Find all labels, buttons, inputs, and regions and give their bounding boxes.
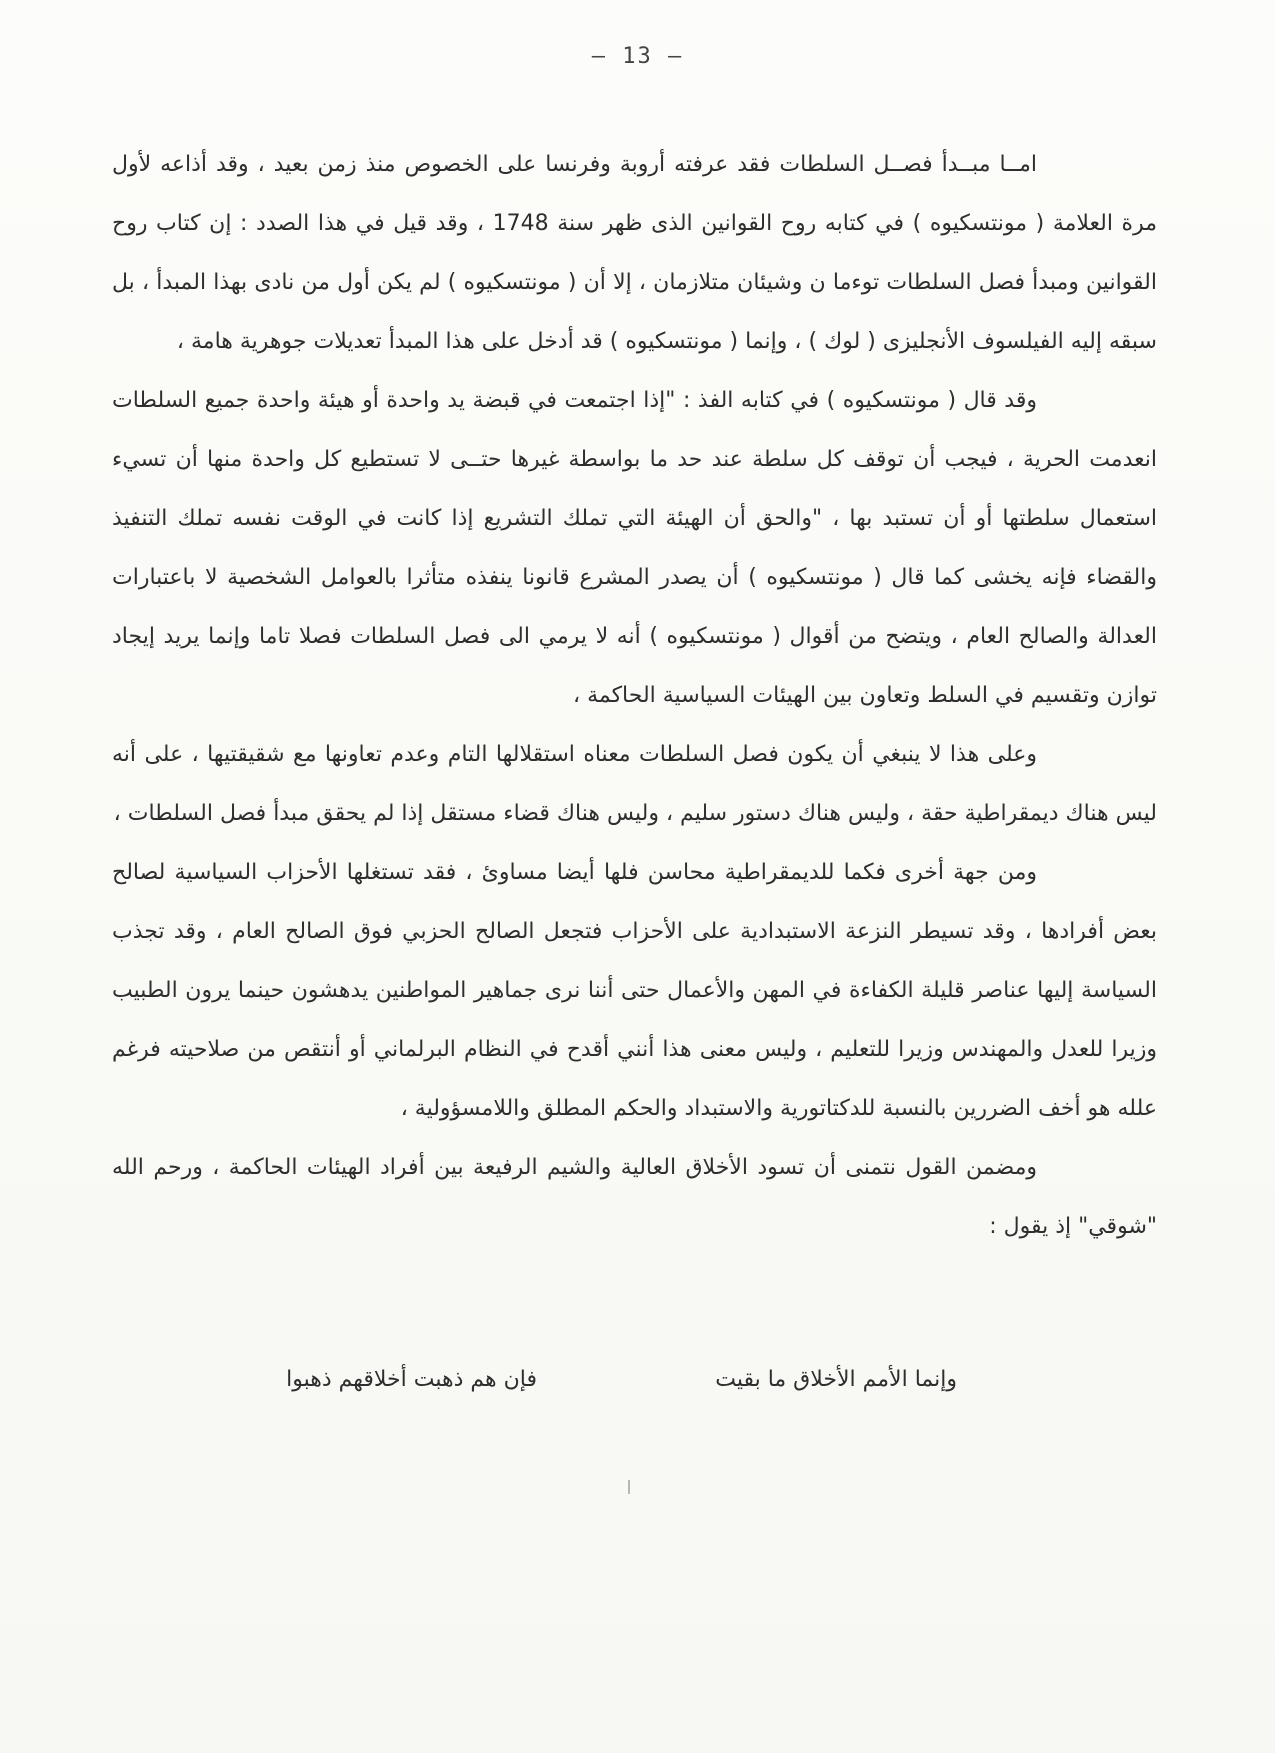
verse-first-hemistich: وإنما الأمم الأخلاق ما بقيت: [715, 1367, 957, 1392]
paragraph-independence: وعلى هذا لا ينبغي أن يكون فصل السلطات معناه استقلالها التام وعدم تعاونها مع شقيقتيها ، على أنه ليس هناك ديمقراطية حقة ، وليس هناك دستور سليم ، وليس هناك قضاء مستقل إذا لم يحقق مبدأ فصل السلطات ،: [112, 742, 1157, 826]
body-text: [112, 135, 1157, 1256]
verse-second-hemistich: فإن هم ذهبت أخلاقهم ذهبوا: [286, 1367, 537, 1392]
paragraph-morals: ومضمن القول نتمنى أن تسود الأخلاق العالية والشيم الرفيعة بين أفراد الهيئات الحاكمة ، ورحم الله "شوقي" إذ يقول :: [112, 1155, 1157, 1239]
scan-speck: [628, 1480, 630, 1494]
paragraph-montesquieu-quote: وقد قال ( مونتسكيوه ) في كتابه الفذ : "إذا اجتمعت في قبضة يد واحدة أو هيئة واحدة جميع السلطات انعدمت الحرية ، فيجب أن توقف كل سلطة عند حد ما بواسطة غيرها حتــى لا تستطيع كل واحدة منها أن تسيء استعمال سلطتها أو أن تستبد بها ، "والحق أن الهيئة التي تملك التشريع إذا كانت في الوقت نفسه تملك التنفيذ والقضاء فإنه يخشى كما قال ( مونتسكيوه ) أن يصدر المشرع قانونا ينفذه متأثرا بالعوامل الشخصية لا باعتبارات العدالة والصالح العام ، ويتضح من أقوال ( مونتسكيوه ) أنه لا يرمي الى فصل السلطات فصلا تاما وإنما يريد إيجاد توازن وتقسيم في السلط وتعاون بين الهيئات السياسية الحاكمة ،: [112, 388, 1157, 708]
paragraph-separation-of-powers: امــا مبــدأ فصــل السلطات فقد عرفته أروبة وفرنسا على الخصوص منذ زمن بعيد ، وقد أذاعه لأول مرة العلامة ( مونتسكيوه ) في كتابه روح القوانين الذى ظهر سنة 1748 ، وقد قيل في هذا الصدد : إن كتاب روح القوانين ومبدأ فصل السلطات توءما ن وشيئان متلازمان ، إلا أن ( مونتسكيوه ) لم يكن أول من نادى بهذا المبدأ ، بل سبقه إليه الفيلسوف الأنجليزى ( لوك ) ، وإنما ( مونتسكيوه ) قد أدخل على هذا المبدأ تعديلات جوهرية هامة ،: [112, 152, 1158, 354]
page-number: — 13 —: [591, 44, 684, 69]
paragraph-democracy-flaws: ومن جهة أخرى فكما للديمقراطية محاسن فلها أيضا مساوئ ، فقد تستغلها الأحزاب السياسية لصالح بعض أفرادها ، وقد تسيطر النزعة الاستبدادية على الأحزاب فتجعل الصالح الحزبي فوق الصالح العام ، وقد تجذب السياسة إليها عناصر قليلة الكفاءة في المهن والأعمال حتى أننا نرى جماهير المواطنين يدهشون حينما يرون الطبيب وزيرا للعدل والمهندس وزيرا للتعليم ، وليس معنى هذا أنني أقدح في النظام البرلماني أو أنتقص من صلاحيته فرغم علله هو أخف الضررين بالنسبة للدكتاتورية والاستبداد والحكم المطلق واللامسؤولية ،: [112, 860, 1157, 1121]
